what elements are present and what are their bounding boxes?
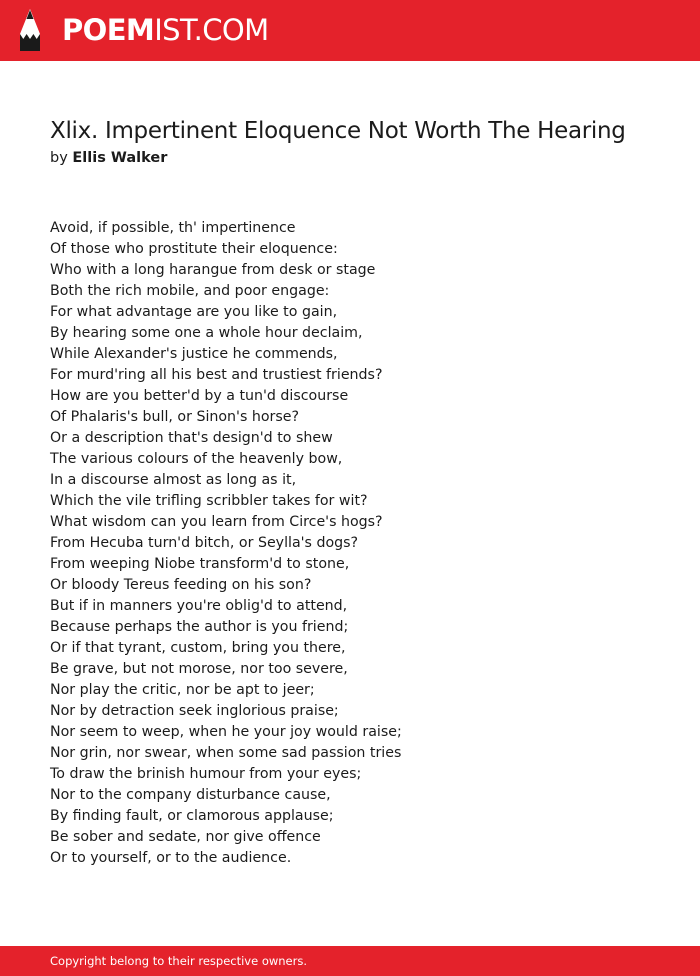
poem-line: Nor by detraction seek inglorious praise;	[50, 703, 339, 719]
poem-line: Or if that tyrant, custom, bring you there,	[50, 640, 346, 656]
poem-line: Avoid, if possible, th' impertinence	[50, 220, 296, 236]
poem-line: What wisdom can you learn from Circe's hogs?	[50, 514, 383, 530]
poem-line: By hearing some one a whole hour declaim,	[50, 325, 363, 341]
poem-title: Xlix. Impertinent Eloquence Not Worth The Hearing	[50, 118, 626, 144]
poem-line: The various colours of the heavenly bow,	[50, 451, 343, 467]
author-name: Ellis Walker	[72, 150, 168, 166]
poem-line: From weeping Niobe transform'd to stone,	[50, 556, 350, 572]
site-logo[interactable]	[62, 12, 269, 48]
poem-line: Who with a long harangue from desk or stage	[50, 262, 376, 278]
by-label: by	[50, 150, 68, 166]
site-header	[0, 0, 700, 61]
poem-line: But if in manners you're oblig'd to attend,	[50, 598, 348, 614]
poem-line: Of those who prostitute their eloquence:	[50, 241, 338, 257]
poem-line: To draw the brinish humour from your eyes;	[50, 766, 362, 782]
site-footer	[0, 946, 700, 976]
poem-line: Of Phalaris's bull, or Sinon's horse?	[50, 409, 300, 425]
byline	[50, 148, 167, 168]
poem-line: Or to yourself, or to the audience.	[50, 850, 292, 866]
poem-line: Nor grin, nor swear, when some sad passion tries	[50, 745, 402, 761]
copyright-text: Copyright belong to their respective owners.	[50, 954, 308, 968]
poem-line: Because perhaps the author is you friend;	[50, 619, 349, 635]
poem-line: Both the rich mobile, and poor engage:	[50, 283, 330, 299]
pencil-logo-icon[interactable]	[18, 9, 42, 51]
poem-line: Be sober and sedate, nor give offence	[50, 829, 321, 845]
poem-line: By finding fault, or clamorous applause;	[50, 808, 334, 824]
poem-line: While Alexander's justice he commends,	[50, 346, 338, 362]
poem-line: For murd'ring all his best and trustiest friends?	[50, 367, 383, 383]
poem-line: Nor seem to weep, when he your joy would raise;	[50, 724, 402, 740]
poem-line: Be grave, but not morose, nor too severe,	[50, 661, 348, 677]
logo-brand-light: IST.COM	[154, 13, 269, 47]
logo-brand-bold: POEM	[62, 13, 155, 47]
poem-line: In a discourse almost as long as it,	[50, 472, 297, 488]
poem-line: Nor to the company disturbance cause,	[50, 787, 331, 803]
poem-body	[50, 218, 402, 869]
poem-line: From Hecuba turn'd bitch, or Seylla's dogs?	[50, 535, 359, 551]
poem-line: Or bloody Tereus feeding on his son?	[50, 577, 312, 593]
poem-line: Nor play the critic, nor be apt to jeer;	[50, 682, 315, 698]
poem-line: Which the vile trifling scribbler takes for wit?	[50, 493, 368, 509]
poem-line: Or a description that's design'd to shew	[50, 430, 333, 446]
poem-line: How are you better'd by a tun'd discourse	[50, 388, 349, 404]
poem-line: For what advantage are you like to gain,	[50, 304, 338, 320]
